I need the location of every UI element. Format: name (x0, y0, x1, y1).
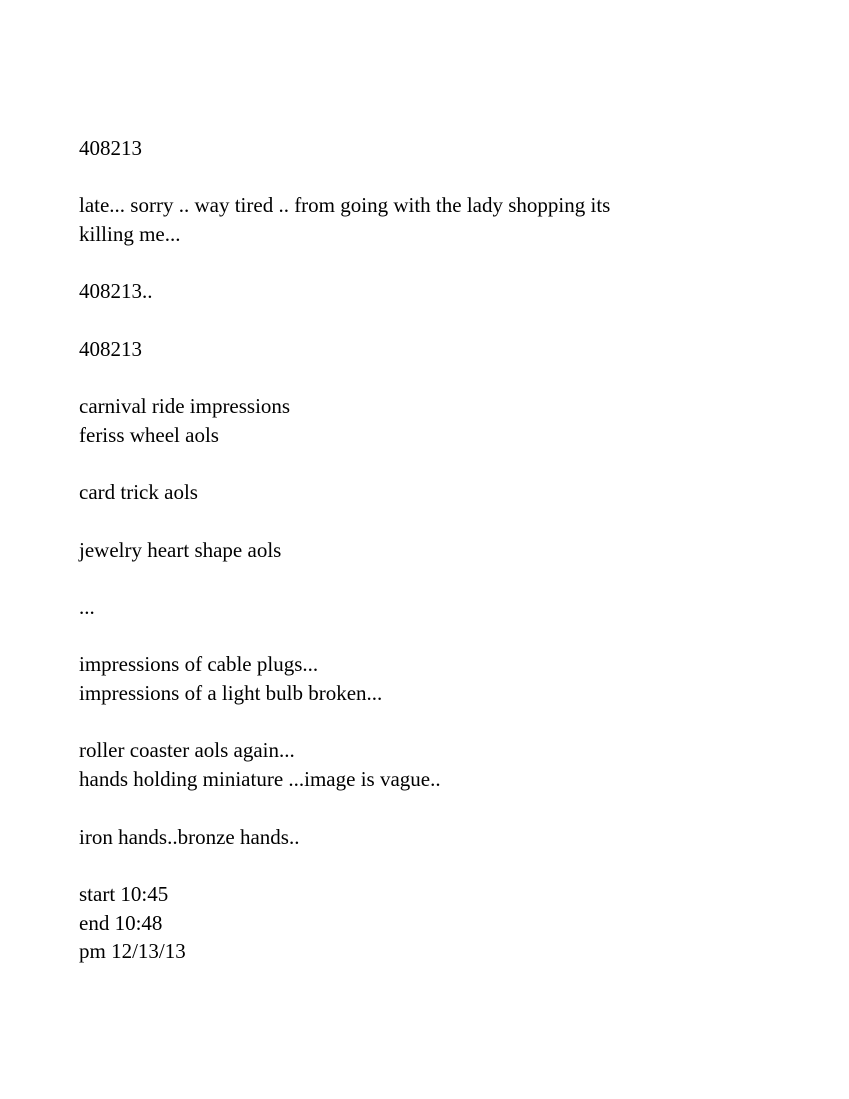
text-line: 408213 (79, 136, 142, 160)
text-line: hands holding miniature ...image is vague.. (79, 767, 441, 792)
text-line: 408213.. (79, 279, 153, 304)
text-line: start 10:45 (79, 881, 169, 906)
document-text-block (79, 134, 771, 966)
text-line: killing me... (79, 222, 181, 247)
blank-line (79, 851, 771, 880)
text-line: impressions of a light bulb broken... (79, 681, 383, 706)
text-line: 408213 (79, 336, 142, 361)
text-line: late... sorry .. way tired .. from going with the lady shopping its (79, 193, 611, 218)
blank-line (79, 450, 771, 479)
blank-line (79, 364, 771, 393)
blank-line (79, 249, 771, 278)
text-line: iron hands..bronze hands.. (79, 824, 300, 849)
text-line: card trick aols (79, 480, 198, 505)
blank-line (79, 163, 771, 192)
blank-line (79, 794, 771, 823)
blank-line (79, 306, 771, 335)
blank-line (79, 564, 771, 593)
text-line: jewelry heart shape aols (79, 537, 282, 562)
blank-line (79, 507, 771, 536)
blank-line (79, 708, 771, 737)
text-line: pm 12/13/13 (79, 939, 186, 964)
blank-line (79, 622, 771, 651)
text-line: impressions of cable plugs... (79, 652, 319, 677)
text-line: end 10:48 (79, 910, 163, 935)
text-line: feriss wheel aols (79, 422, 219, 447)
text-line: carnival ride impressions (79, 394, 291, 419)
text-line: ... (79, 595, 95, 619)
text-line: roller coaster aols again... (79, 738, 295, 763)
